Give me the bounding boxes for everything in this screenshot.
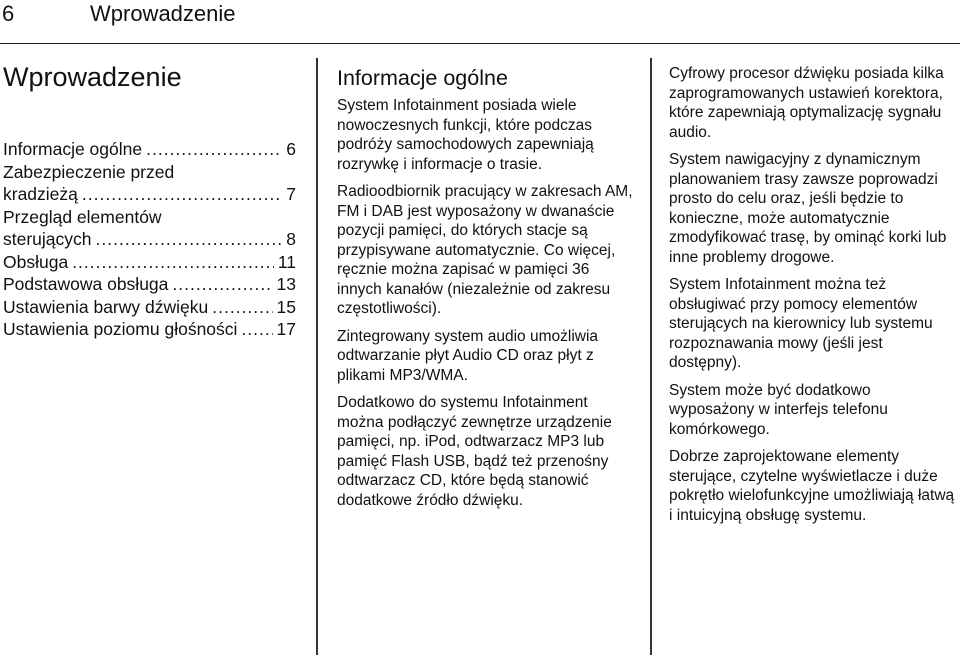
section-column-2 <box>337 64 633 518</box>
body-paragraph: Dobrze zaprojektowane elementy sterujące, czytelne wyświetlacze i duże pokrętło wielofunkcyjne umożliwiają łatwą i intuicyjną obsługę systemu. <box>669 448 955 524</box>
toc-entry-text: Informacje ogólne <box>3 139 143 159</box>
toc-leader-dots <box>82 183 282 206</box>
page-header <box>0 0 960 40</box>
toc-entry-ustawienia-barwy[interactable] <box>3 296 298 319</box>
page-number: 6 <box>2 1 15 26</box>
chapter-title: Wprowadzenie <box>3 62 182 92</box>
toc-entry-zabezpieczenie[interactable] <box>3 161 298 206</box>
toc-entry-page: 6 <box>286 139 296 159</box>
header-rule <box>0 43 960 44</box>
toc-entry-text: sterujących <box>3 229 92 249</box>
toc-entry-informacje-ogolne[interactable] <box>3 138 298 161</box>
toc-entry-text: Obsługa <box>3 251 69 272</box>
toc-leader-dots <box>172 273 272 296</box>
body-paragraph: System Infotainment można też obsługiwać przy pomocy elementów sterujących na kierownicy lub systemu rozpoznawania mowy (jeśli jest dostępny). <box>669 276 933 371</box>
body-paragraph: System Infotainment posiada wiele nowoczesnych funkcji, które podczas podróży samochodowych zapewniają rozrywkę i informacje o trasie. <box>337 97 594 173</box>
toc-entry-przeglad[interactable] <box>3 206 298 251</box>
section-column-3 <box>669 64 955 533</box>
toc-entry-podstawowa-obsluga[interactable] <box>3 273 298 296</box>
header-title: Wprowadzenie <box>90 1 236 26</box>
body-paragraph: Radioodbiornik pracujący w zakresach AM, FM i DAB jest wyposażony w dwanaście pozycji pamięci, do których stacje są przypisywane automatycznie. Co więcej, ręcznie można zapisać w pamięci 36 innych kanałów (niezależnie od zakresu częstotliwości). <box>337 183 633 317</box>
column-divider-1 <box>316 58 318 655</box>
body-paragraph: Cyfrowy procesor dźwięku posiada kilka zaprogramowanych ustawień korektora, które zapewniają optymalizację sygnału audio. <box>669 65 944 141</box>
toc-entry-text-line1: Zabezpieczenie przed <box>3 161 175 182</box>
toc-entry-page: 11 <box>277 251 296 272</box>
toc-entry-ustawienia-glosnosci[interactable] <box>3 318 298 341</box>
body-paragraph: System nawigacyjny z dynamicznym planowaniem trasy zawsze poprowadzi prosto do celu oraz, jeśli będzie to konieczne, może automatycznie zmodyfikować trasę, by ominąć korki lub inne problemy drogowe. <box>669 151 947 266</box>
table-of-contents <box>3 138 298 341</box>
toc-entry-text: Podstawowa obsługa <box>3 274 169 294</box>
toc-leader-dots <box>72 251 274 274</box>
toc-entry-text-line1: Przegląd elementów <box>3 206 162 227</box>
body-paragraph: Dodatkowo do systemu Infotainment można podłączyć zewnętrze urządzenie pamięci, np. iPod, odtwarzacz MP3 lub pamięć Flash USB, bądź też przenośny odtwarzacz CD, które będą stanowić dodatkowe źródło dźwięku. <box>337 394 612 509</box>
toc-entry-text: kradzieżą <box>3 184 78 204</box>
body-paragraph: Zintegrowany system audio umożliwia odtwarzanie płyt Audio CD oraz płyt z plikami MP3/WMA. <box>337 327 599 384</box>
toc-leader-dots <box>96 228 283 251</box>
section-title: Informacje ogólne <box>337 66 508 90</box>
toc-entry-page: 17 <box>276 319 296 339</box>
toc-entry-page: 8 <box>286 229 296 249</box>
toc-entry-text: Ustawienia barwy dźwięku <box>3 296 209 317</box>
toc-leader-dots <box>212 296 272 319</box>
toc-entry-page: 13 <box>276 274 296 294</box>
toc-entry-page: 7 <box>286 184 296 204</box>
chapter-toc-column <box>3 60 298 341</box>
toc-entry-text: Ustawienia poziomu głośności <box>3 319 238 339</box>
toc-leader-dots <box>241 318 272 341</box>
column-divider-2 <box>650 58 652 655</box>
toc-leader-dots <box>146 138 282 161</box>
toc-entry-page: 15 <box>276 296 296 317</box>
toc-entry-obsluga[interactable] <box>3 251 298 274</box>
body-paragraph: System może być dodatkowo wyposażony w interfejs telefonu komórkowego. <box>669 381 888 438</box>
